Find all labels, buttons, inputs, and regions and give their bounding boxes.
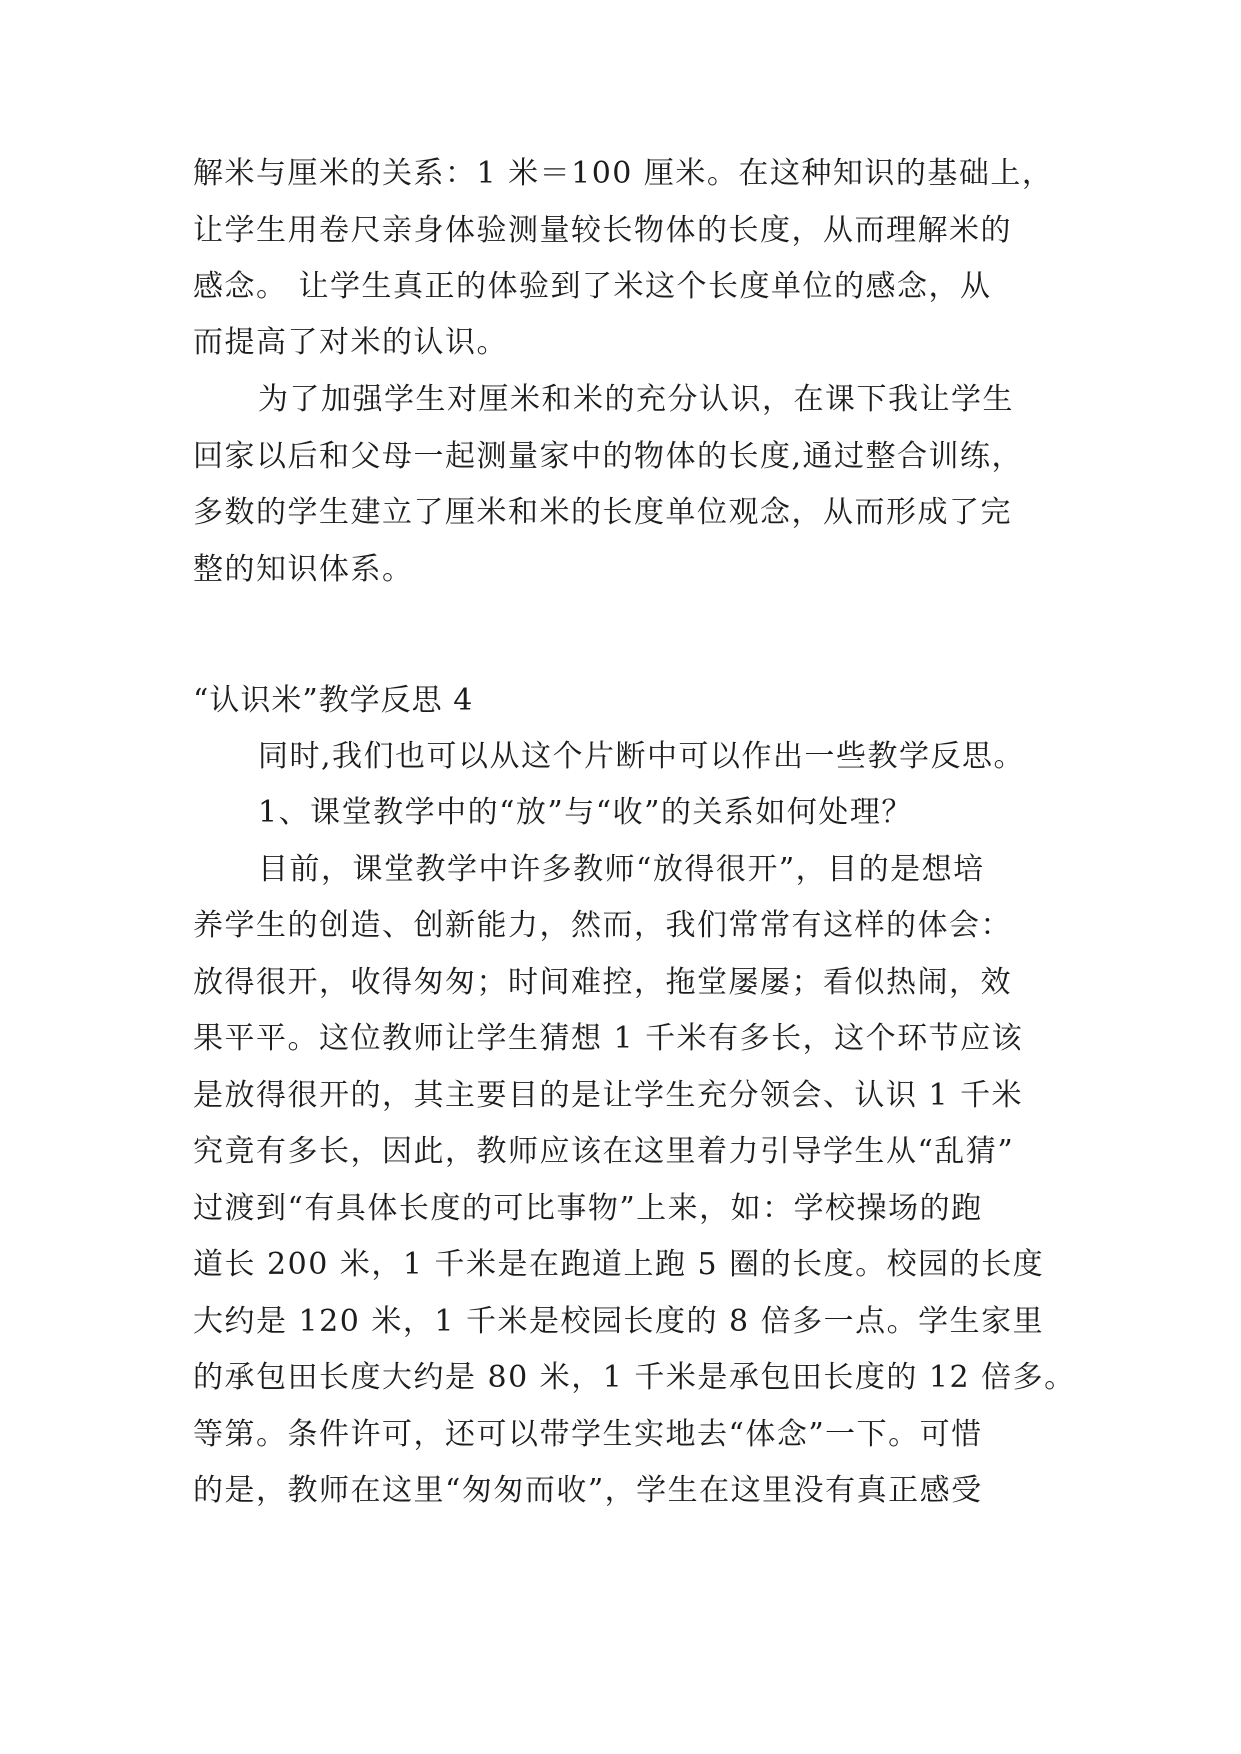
text-line: 的是，教师在这里“匆匆而收”，学生在这里没有真正感受 [193, 1473, 983, 1508]
section-heading: “认识米”教学反思 4 [193, 683, 474, 718]
text-line: 果平平。这位教师让学生猜想 1 千米有多长，这个环节应该 [193, 1021, 1024, 1056]
text-line: 过渡到“有具体长度的可比事物”上来，如：学校操场的跑 [193, 1191, 983, 1226]
text-line: 目前，课堂教学中许多教师“放得很开”，目的是想培 [258, 852, 985, 887]
text-line: 多数的学生建立了厘米和米的长度单位观念，从而形成了完 [193, 495, 1012, 530]
text-line: 1、课堂教学中的“放”与“收”的关系如何处理？ [258, 795, 913, 830]
text-line: 同时,我们也可以从这个片断中可以作出一些教学反思。 [258, 739, 1026, 774]
text-line: 大约是 120 米，1 千米是校园长度的 8 倍多一点。学生家里 [193, 1304, 1045, 1339]
text-line: 的承包田长度大约是 80 米，1 千米是承包田长度的 12 倍多。 [193, 1360, 1076, 1395]
text-line: 道长 200 米，1 千米是在跑道上跑 5 圈的长度。校园的长度 [193, 1247, 1045, 1282]
text-line: 等第。条件许可，还可以带学生实地去“体念”一下。可惜 [193, 1417, 983, 1452]
text-line: 究竟有多长，因此，教师应该在这里着力引导学生从“乱猜” [193, 1134, 1015, 1169]
text-line: 整的知识体系。 [193, 552, 414, 587]
text-line: 是放得很开的，其主要目的是让学生充分领会、认识 1 千米 [193, 1078, 1024, 1113]
text-line: 为了加强学生对厘米和米的充分认识，在课下我让学生 [258, 382, 1014, 417]
text-line: 回家以后和父母一起测量家中的物体的长度,通过整合训练， [193, 439, 1024, 474]
text-line: 而提高了对米的认识。 [193, 325, 508, 360]
text-line: 放得很开，收得匆匆；时间难控，拖堂屡屡；看似热闹，效 [193, 965, 1012, 1000]
text-line: 解米与厘米的关系：1 米＝100 厘米。在这种知识的基础上， [193, 156, 1054, 191]
text-line: 感念。 让学生真正的体验到了米这个长度单位的感念，从 [193, 269, 992, 304]
text-line: 让学生用卷尺亲身体验测量较长物体的长度，从而理解米的 [193, 213, 1012, 248]
text-line: 养学生的创造、创新能力，然而，我们常常有这样的体会： [193, 908, 1012, 943]
